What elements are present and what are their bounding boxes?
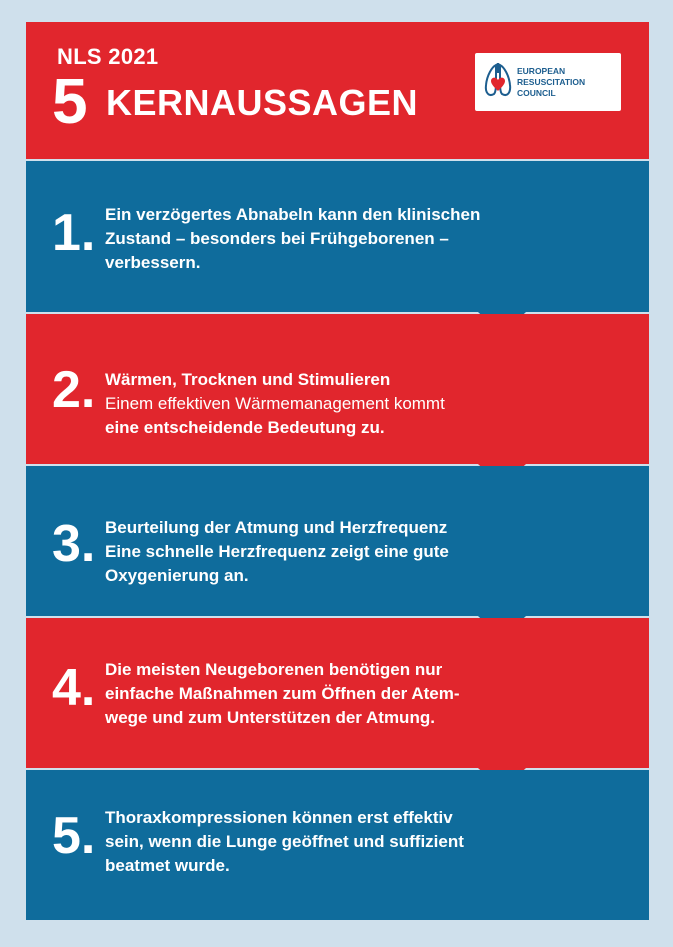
step-number: 5. [52,807,96,865]
step-heading: Beurteilung der Atmung und Herzfrequenz [105,518,448,537]
step-text [105,658,625,730]
step-line: Einem effektiven Wärmemanagement kommt [105,394,445,413]
header-number: 5 [52,65,88,137]
erc-logo [475,53,621,111]
step-line: eine entscheidende Bedeutung zu. [105,418,385,437]
header-title: KERNAUSSAGEN [106,82,419,123]
step-line: Eine schnelle Herzfrequenz zeigt eine gute [105,542,449,561]
step-4 [26,618,649,768]
step-line: beatmet wurde. [105,856,230,875]
step-line: Ein verzögertes Abnabeln kann den klinischen [105,205,481,224]
logo-line: RESUSCITATION [517,77,586,87]
step-2 [26,314,649,464]
step-line: Die meisten Neugeborenen benötigen nur [105,660,443,679]
step-text [105,203,625,275]
step-line: sein, wenn die Lunge geöffnet und suffizient [105,832,464,851]
lungs-heart-icon [483,61,513,101]
step-number: 1. [52,204,96,262]
logo-line: COUNCIL [517,88,556,98]
step-1 [26,161,649,312]
step-text [105,516,625,588]
step-line: wege und zum Unterstützen der Atmung. [105,708,435,727]
step-heading: Wärmen, Trocknen und Stimulieren [105,370,391,389]
step-line: einfache Maßnahmen zum Öffnen der Atem- [105,684,460,703]
step-number: 3. [52,515,96,573]
logo-line: EUROPEAN [517,66,566,76]
step-number: 2. [52,361,96,419]
step-5 [26,770,649,920]
poster [26,22,649,920]
step-line: verbessern. [105,253,201,272]
logo-text [517,66,585,99]
step-number: 4. [52,659,96,717]
step-line: Zustand – besonders bei Frühgeborenen – [105,229,449,248]
step-text [105,368,625,440]
header-banner [26,22,649,159]
step-3 [26,466,649,616]
step-line: Oxygenierung an. [105,566,249,585]
step-line: Thoraxkompressionen können erst effektiv [105,808,453,827]
header-subtitle: NLS 2021 [57,44,159,69]
step-text [105,806,625,878]
